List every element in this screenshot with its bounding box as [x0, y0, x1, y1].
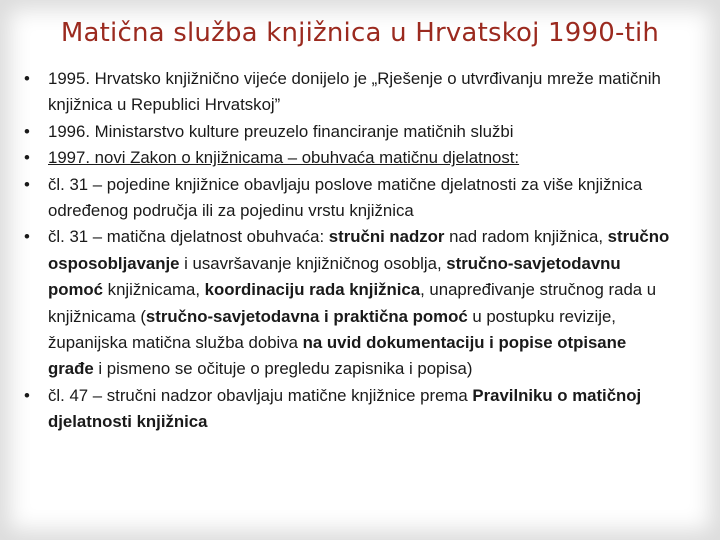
bold-segment: Pravilniku o matičnoj djelatnosti knjižnica [48, 385, 642, 432]
text-segment: čl. 47 – stručni nadzor obavljaju matične knjižnice prema [48, 385, 473, 405]
bullet-text: 1995. Hrvatsko knjižnično vijeće donijelo je „Rješenje o utvrđivanju mreže matičnih knjižnica u Republici Hrvatskoj” [48, 69, 661, 115]
bullet-item-1997 [24, 145, 674, 171]
bold-segment: koordinaciju rada knjižnica [204, 280, 421, 300]
text-segment: u postupku revizije, županijska matična služba dobiva [48, 306, 616, 353]
bullet-item-cl31-b [24, 224, 674, 382]
bullet-text: 1996. Ministarstvo kulture preuzelo financiranje matičnih službi [48, 121, 514, 141]
text-segment: nad radom knjižnica, [444, 227, 608, 247]
bullet-item-1996 [24, 119, 674, 145]
bold-segment: stručni nadzor [328, 227, 445, 247]
bullet-item-1995 [24, 66, 674, 119]
text-segment: čl. 31 – matična djelatnost obuhvaća: [48, 227, 329, 247]
bullet-icon: • [24, 69, 30, 88]
bold-segment: stručno osposobljavanje [48, 227, 670, 273]
bullet-icon: • [24, 148, 30, 168]
bullet-list [24, 66, 674, 436]
bullet-icon: • [24, 174, 30, 194]
bullet-icon: • [24, 227, 30, 247]
bullet-text: čl. 31 – pojedine knjižnice obavljaju poslove matične djelatnosti za više knjižnica određenog područja ili za pojedinu vrstu knjižnica [48, 174, 643, 221]
text-segment: i usavršavanje knjižničnog osoblja, [179, 253, 447, 273]
text-segment: , unapređivanje stručnog rada u knjižnicama ( [48, 280, 657, 326]
bullet-icon: • [24, 121, 30, 141]
bold-segment: stručno-savjetodavna i praktična pomoć [145, 306, 468, 326]
text-segment: i pismeno se očituje o pregledu zapisnika i popisa) [93, 359, 473, 379]
bullet-icon: • [24, 385, 30, 405]
bullet-item-cl31-a [24, 172, 674, 225]
text-segment: knjižnicama, [103, 280, 205, 300]
bold-segment: stručno-savjetodavnu pomoć [48, 253, 621, 300]
bullet-item-cl47 [24, 383, 674, 436]
bullet-text-underlined: 1997. novi Zakon o knjižnicama – obuhvaća matičnu djelatnost: [48, 148, 520, 168]
slide-title: Matična služba knjižnica u Hrvatskoj 1990-tih [60, 18, 660, 48]
bold-segment: na uvid dokumentaciju i popise otpisane građe [48, 333, 627, 379]
